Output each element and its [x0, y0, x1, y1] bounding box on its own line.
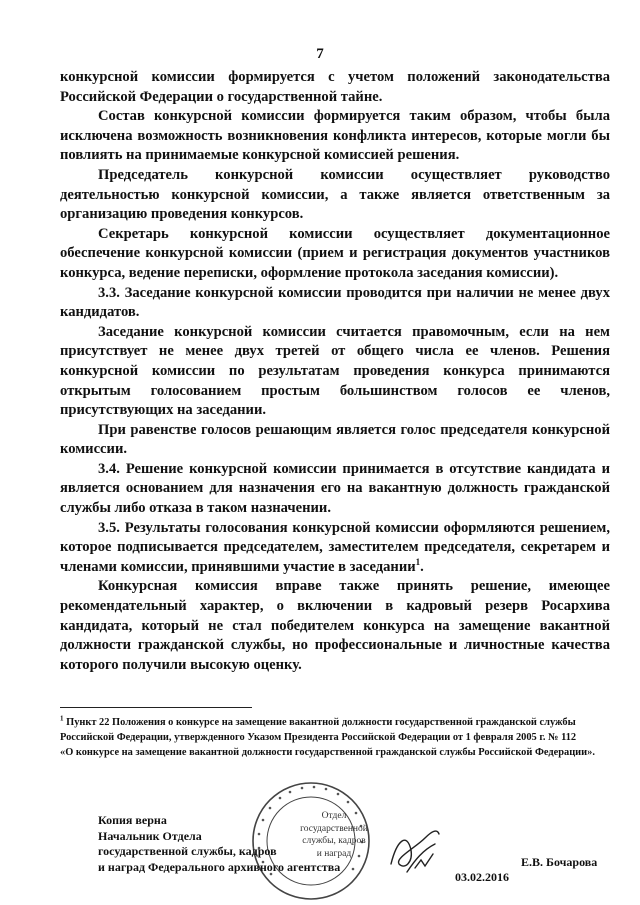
certification-line: и наград Федерального архивного агентства [98, 859, 341, 874]
paragraph: Секретарь конкурсной комиссии осуществляет документационное обеспечение конкурсной комиссии (прием и регистрация документов участников конкурса, ведение переписки, оформление протокола заседания комиссии). [60, 225, 610, 281]
footnote-line: Российской Федерации, утвержденного Указом Президента Российской Федерации от 1 февраля 2005 г. № 112 [60, 732, 577, 743]
footnote-marker: 1 [60, 714, 64, 723]
footnote [60, 715, 620, 760]
paragraph: конкурсной комиссии формируется с учетом положений законодательства Российской Федерации о государственной тайне. [60, 69, 610, 105]
certification-date: 03.02.2016 [455, 870, 509, 884]
paragraph: При равенстве голосов решающим является голос председателя конкурсной комиссии. [60, 421, 610, 458]
certification-line: государственной службы, кадров [98, 844, 277, 858]
footnote-line: «О конкурсе на замещение вакантной должности государственной гражданской службы Российской Федерации». [60, 747, 595, 758]
stamp-text: Отдел государственной службы, кадров и наград [300, 811, 368, 859]
document-body [60, 68, 610, 675]
paragraph-3-5: 3.5. Результаты голосования конкурсной комиссии оформляются решением, которое подписывается председателем, заместителем председателя, секретарем и членами комиссии, принявшими участие в заседании$^1$. [60, 519, 610, 575]
handwritten-signature [385, 820, 445, 880]
certification-line: Копия верна [98, 813, 167, 827]
paragraph: Состав конкурсной комиссии формируется таким образом, чтобы была исключена возможность возникновения конфликта интересов, которые могли бы повлиять на принимаемые конкурсной комиссией решения. [60, 108, 610, 164]
footnote-divider [60, 707, 252, 708]
signer-name: Е.В. Бочарова [521, 855, 598, 869]
footnote-reference[interactable]: 1 [415, 556, 421, 567]
paragraph: Конкурсная комиссия вправе также принять решение, имеющее рекомендательный характер, о включении в кадровый резерв Росархива кандидата, который не стал победителем конкурса на замещение вакантной должности гражданской службы, но профессиональные и личностные качества которого получили высокую оценку. [60, 578, 610, 673]
paragraph: Заседание конкурсной комиссии считается правомочным, если на нем присутствует не менее двух третей от общего числа ее членов. Решения конкурсной комиссии по результатам проведения конкурса принимаются открытым голосованием простым большинством голосов ее членов, присутствующих на заседании. [60, 323, 610, 419]
certification-block [98, 813, 340, 875]
paragraph-3-3: 3.3. Заседание конкурсной комиссии проводится при наличии не менее двух кандидатов. [60, 284, 610, 321]
paragraph: Председатель конкурсной комиссии осуществляет руководство деятельностью конкурсной комиссии, а также является ответственным за организацию проведения конкурсов. [60, 166, 610, 223]
certification-line: Начальник Отдела [98, 828, 202, 843]
paragraph-text: 3.5. Результаты голосования конкурсной комиссии оформляются решением, которое подписывается председателем, заместителем председателя, секретарем и членами комиссии, принявшими участие в заседании [60, 519, 610, 575]
footnote-line: $^1$ Пункт 22 Положения о конкурсе на замещение вакантной должности государственной гражданской службы [60, 714, 576, 728]
page-number: 7 [316, 46, 324, 62]
paragraph-3-4: 3.4. Решение конкурсной комиссии принимается в отсутствие кандидата и является основанием для назначения его на вакантную должность гражданской службы либо отказа в таком назначении. [60, 460, 610, 517]
